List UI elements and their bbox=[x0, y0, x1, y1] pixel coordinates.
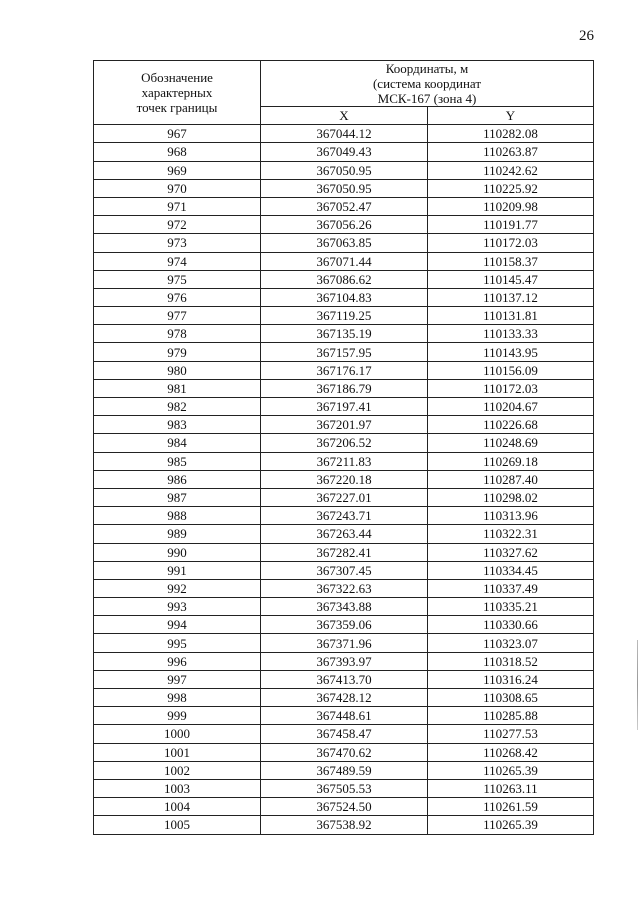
coords-header-line: Координаты, м bbox=[385, 61, 469, 76]
point-number-cell: 969 bbox=[94, 161, 261, 179]
point-designation-header bbox=[94, 61, 261, 125]
table-row bbox=[94, 197, 594, 215]
point-header-line: характерных bbox=[141, 85, 213, 101]
y-coordinate-cell: 110133.33 bbox=[428, 325, 594, 343]
table-row bbox=[94, 325, 594, 343]
y-coordinate-cell: 110137.12 bbox=[428, 288, 594, 306]
point-number-cell: 997 bbox=[94, 670, 261, 688]
x-coordinate-cell: 367104.83 bbox=[261, 288, 428, 306]
table-row bbox=[94, 125, 594, 143]
x-coordinate-cell: 367211.83 bbox=[261, 452, 428, 470]
point-number-cell: 978 bbox=[94, 325, 261, 343]
y-coordinate-cell: 110172.03 bbox=[428, 379, 594, 397]
table-row bbox=[94, 707, 594, 725]
y-coordinate-cell: 110263.11 bbox=[428, 779, 594, 797]
table-row bbox=[94, 379, 594, 397]
x-coordinate-cell: 367086.62 bbox=[261, 270, 428, 288]
scan-edge-mark bbox=[637, 640, 638, 730]
point-number-cell: 971 bbox=[94, 197, 261, 215]
x-coordinate-cell: 367524.50 bbox=[261, 798, 428, 816]
y-coordinate-cell: 110287.40 bbox=[428, 470, 594, 488]
point-number-cell: 987 bbox=[94, 488, 261, 506]
table-row bbox=[94, 634, 594, 652]
point-number-cell: 973 bbox=[94, 234, 261, 252]
x-coordinate-cell: 367359.06 bbox=[261, 616, 428, 634]
y-coordinate-cell: 110269.18 bbox=[428, 452, 594, 470]
table-row bbox=[94, 161, 594, 179]
y-coordinate-cell: 110172.03 bbox=[428, 234, 594, 252]
table-row bbox=[94, 252, 594, 270]
table-row bbox=[94, 616, 594, 634]
x-axis-header: X bbox=[261, 107, 428, 125]
table-row bbox=[94, 452, 594, 470]
x-coordinate-cell: 367049.43 bbox=[261, 143, 428, 161]
x-coordinate-cell: 367157.95 bbox=[261, 343, 428, 361]
y-coordinate-cell: 110327.62 bbox=[428, 543, 594, 561]
y-coordinate-cell: 110265.39 bbox=[428, 761, 594, 779]
table-row bbox=[94, 488, 594, 506]
y-coordinate-cell: 110323.07 bbox=[428, 634, 594, 652]
y-coordinate-cell: 110204.67 bbox=[428, 398, 594, 416]
table-row bbox=[94, 361, 594, 379]
table-row bbox=[94, 598, 594, 616]
table-row bbox=[94, 525, 594, 543]
point-number-cell: 1003 bbox=[94, 779, 261, 797]
table-row bbox=[94, 670, 594, 688]
point-number-cell: 995 bbox=[94, 634, 261, 652]
table-row bbox=[94, 725, 594, 743]
x-coordinate-cell: 367050.95 bbox=[261, 161, 428, 179]
y-coordinate-cell: 110263.87 bbox=[428, 143, 594, 161]
point-number-cell: 994 bbox=[94, 616, 261, 634]
x-coordinate-cell: 367538.92 bbox=[261, 816, 428, 834]
y-axis-header: Y bbox=[428, 107, 594, 125]
table-row bbox=[94, 416, 594, 434]
x-coordinate-cell: 367428.12 bbox=[261, 689, 428, 707]
y-coordinate-cell: 110248.69 bbox=[428, 434, 594, 452]
y-coordinate-cell: 110226.68 bbox=[428, 416, 594, 434]
y-coordinate-cell: 110191.77 bbox=[428, 216, 594, 234]
x-coordinate-cell: 367458.47 bbox=[261, 725, 428, 743]
table-row bbox=[94, 561, 594, 579]
y-coordinate-cell: 110318.52 bbox=[428, 652, 594, 670]
point-number-cell: 981 bbox=[94, 379, 261, 397]
point-number-cell: 1004 bbox=[94, 798, 261, 816]
y-coordinate-cell: 110330.66 bbox=[428, 616, 594, 634]
y-coordinate-cell: 110225.92 bbox=[428, 179, 594, 197]
table-row bbox=[94, 234, 594, 252]
point-number-cell: 979 bbox=[94, 343, 261, 361]
point-number-cell: 1001 bbox=[94, 743, 261, 761]
y-coordinate-cell: 110322.31 bbox=[428, 525, 594, 543]
table-row bbox=[94, 470, 594, 488]
table-row bbox=[94, 816, 594, 834]
coords-header-line: МСК-167 (зона 4) bbox=[377, 91, 477, 106]
point-number-cell: 989 bbox=[94, 525, 261, 543]
x-coordinate-cell: 367050.95 bbox=[261, 179, 428, 197]
y-coordinate-cell: 110334.45 bbox=[428, 561, 594, 579]
table-row bbox=[94, 434, 594, 452]
point-number-cell: 972 bbox=[94, 216, 261, 234]
x-coordinate-cell: 367322.63 bbox=[261, 579, 428, 597]
point-number-cell: 968 bbox=[94, 143, 261, 161]
x-coordinate-cell: 367489.59 bbox=[261, 761, 428, 779]
x-coordinate-cell: 367197.41 bbox=[261, 398, 428, 416]
coordinates-table bbox=[93, 60, 594, 835]
point-number-cell: 975 bbox=[94, 270, 261, 288]
table-row bbox=[94, 689, 594, 707]
y-coordinate-cell: 110209.98 bbox=[428, 197, 594, 215]
point-number-cell: 992 bbox=[94, 579, 261, 597]
x-coordinate-cell: 367176.17 bbox=[261, 361, 428, 379]
table-row bbox=[94, 798, 594, 816]
y-coordinate-cell: 110313.96 bbox=[428, 507, 594, 525]
y-coordinate-cell: 110268.42 bbox=[428, 743, 594, 761]
y-coordinate-cell: 110282.08 bbox=[428, 125, 594, 143]
table-row bbox=[94, 343, 594, 361]
y-coordinate-cell: 110261.59 bbox=[428, 798, 594, 816]
coordinates-header bbox=[261, 61, 594, 107]
y-coordinate-cell: 110337.49 bbox=[428, 579, 594, 597]
x-coordinate-cell: 367052.47 bbox=[261, 197, 428, 215]
x-coordinate-cell: 367201.97 bbox=[261, 416, 428, 434]
table-row bbox=[94, 270, 594, 288]
point-number-cell: 984 bbox=[94, 434, 261, 452]
table-row bbox=[94, 761, 594, 779]
table-body bbox=[94, 125, 594, 834]
point-number-cell: 974 bbox=[94, 252, 261, 270]
point-number-cell: 1005 bbox=[94, 816, 261, 834]
page-number: 26 bbox=[579, 28, 594, 44]
point-number-cell: 1000 bbox=[94, 725, 261, 743]
point-number-cell: 988 bbox=[94, 507, 261, 525]
x-coordinate-cell: 367343.88 bbox=[261, 598, 428, 616]
x-coordinate-cell: 367448.61 bbox=[261, 707, 428, 725]
y-coordinate-cell: 110285.88 bbox=[428, 707, 594, 725]
table-row bbox=[94, 507, 594, 525]
point-number-cell: 976 bbox=[94, 288, 261, 306]
y-coordinate-cell: 110158.37 bbox=[428, 252, 594, 270]
table-row bbox=[94, 143, 594, 161]
table-row bbox=[94, 579, 594, 597]
x-coordinate-cell: 367063.85 bbox=[261, 234, 428, 252]
point-number-cell: 983 bbox=[94, 416, 261, 434]
x-coordinate-cell: 367413.70 bbox=[261, 670, 428, 688]
coords-header-line: (система координат bbox=[372, 76, 482, 91]
x-coordinate-cell: 367186.79 bbox=[261, 379, 428, 397]
point-number-cell: 1002 bbox=[94, 761, 261, 779]
table-row bbox=[94, 216, 594, 234]
y-coordinate-cell: 110335.21 bbox=[428, 598, 594, 616]
y-coordinate-cell: 110265.39 bbox=[428, 816, 594, 834]
x-coordinate-cell: 367119.25 bbox=[261, 307, 428, 325]
point-number-cell: 977 bbox=[94, 307, 261, 325]
point-number-cell: 980 bbox=[94, 361, 261, 379]
x-coordinate-cell: 367206.52 bbox=[261, 434, 428, 452]
x-coordinate-cell: 367056.26 bbox=[261, 216, 428, 234]
y-coordinate-cell: 110298.02 bbox=[428, 488, 594, 506]
x-coordinate-cell: 367470.62 bbox=[261, 743, 428, 761]
point-header-line: Обозначение bbox=[141, 70, 213, 86]
y-coordinate-cell: 110242.62 bbox=[428, 161, 594, 179]
table-row bbox=[94, 652, 594, 670]
y-coordinate-cell: 110156.09 bbox=[428, 361, 594, 379]
y-coordinate-cell: 110316.24 bbox=[428, 670, 594, 688]
table-row bbox=[94, 543, 594, 561]
table-row bbox=[94, 179, 594, 197]
point-number-cell: 991 bbox=[94, 561, 261, 579]
y-coordinate-cell: 110308.65 bbox=[428, 689, 594, 707]
point-number-cell: 998 bbox=[94, 689, 261, 707]
table-row bbox=[94, 307, 594, 325]
table-header-row bbox=[94, 61, 594, 107]
point-number-cell: 967 bbox=[94, 125, 261, 143]
x-coordinate-cell: 367227.01 bbox=[261, 488, 428, 506]
x-coordinate-cell: 367044.12 bbox=[261, 125, 428, 143]
x-coordinate-cell: 367263.44 bbox=[261, 525, 428, 543]
point-number-cell: 985 bbox=[94, 452, 261, 470]
point-number-cell: 986 bbox=[94, 470, 261, 488]
table-row bbox=[94, 398, 594, 416]
point-header-line: точек границы bbox=[136, 100, 218, 116]
x-coordinate-cell: 367307.45 bbox=[261, 561, 428, 579]
point-number-cell: 982 bbox=[94, 398, 261, 416]
table-row bbox=[94, 743, 594, 761]
point-number-cell: 990 bbox=[94, 543, 261, 561]
y-coordinate-cell: 110131.81 bbox=[428, 307, 594, 325]
table-row bbox=[94, 288, 594, 306]
x-coordinate-cell: 367071.44 bbox=[261, 252, 428, 270]
point-number-cell: 970 bbox=[94, 179, 261, 197]
point-number-cell: 996 bbox=[94, 652, 261, 670]
point-number-cell: 993 bbox=[94, 598, 261, 616]
x-coordinate-cell: 367371.96 bbox=[261, 634, 428, 652]
y-coordinate-cell: 110277.53 bbox=[428, 725, 594, 743]
x-coordinate-cell: 367243.71 bbox=[261, 507, 428, 525]
x-coordinate-cell: 367135.19 bbox=[261, 325, 428, 343]
x-coordinate-cell: 367393.97 bbox=[261, 652, 428, 670]
y-coordinate-cell: 110145.47 bbox=[428, 270, 594, 288]
point-number-cell: 999 bbox=[94, 707, 261, 725]
y-coordinate-cell: 110143.95 bbox=[428, 343, 594, 361]
table-row bbox=[94, 779, 594, 797]
x-coordinate-cell: 367505.53 bbox=[261, 779, 428, 797]
x-coordinate-cell: 367282.41 bbox=[261, 543, 428, 561]
x-coordinate-cell: 367220.18 bbox=[261, 470, 428, 488]
